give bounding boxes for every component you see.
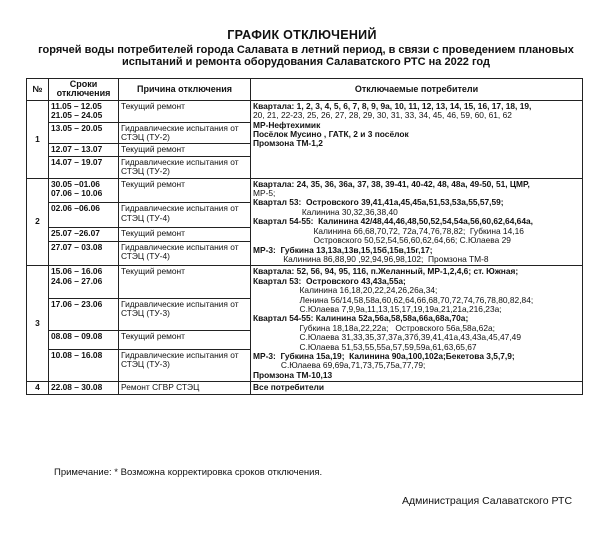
- period-dates: [49, 144, 119, 156]
- date-line: 10.08 – 16.08: [51, 349, 103, 360]
- period-dates: [49, 156, 119, 178]
- footnote: Примечание: * Возможна корректировка сроков отключения.: [54, 467, 323, 478]
- table-row: [27, 382, 583, 394]
- period-reason: Гидравлические испытания от СТЭЦ (ТУ-3): [119, 298, 251, 330]
- period-reason: Текущий ремонт: [119, 178, 251, 203]
- consumer-list: [251, 382, 583, 394]
- consumer-line: Квартал 54-55: Калинина 42/48,44,46,48,50,52,54,54а,56,60,62,64,64а,: [253, 216, 533, 227]
- period-dates: [49, 100, 119, 122]
- date-line: 13.05 – 20.05: [51, 122, 103, 133]
- schedule-body: [27, 100, 583, 394]
- consumer-line: Квартал 54-55: Калинина 52а,56а,58,58а,66а,68а,70а;: [253, 313, 469, 324]
- consumer-list: [251, 178, 583, 266]
- period-reason: Гидравлические испытания от СТЭЦ (ТУ-4): [119, 203, 251, 228]
- consumer-line: С.Юлаева 51,53,55,55а,57,59,59а,61,63,65,67: [253, 341, 477, 352]
- consumer-line: Квартал 53: Островского 39,41,41а,45,45а,51,53,53а,55,57,59;: [253, 197, 504, 208]
- document-subtitle: горячей воды потребителей города Салавата в летний период, в связи с проведением плановых испытаний и ремонта оборудования Салаватского РТС на 2022 год: [38, 44, 574, 68]
- consumer-line: С.Юлаева 7,9,9а,11,13,15,17,19,19а,21,21а,216,23а;: [253, 303, 502, 314]
- consumer-line: Квартала: 52, 56, 94, 95, 116, п.Желанный, МР-1,2,4,6; ст. Южная;: [253, 266, 519, 277]
- period-dates: [49, 349, 119, 381]
- date-line: 27.07 – 03.08: [51, 241, 103, 252]
- date-line: 15.06 – 16.06: [51, 266, 103, 277]
- header-num: №: [27, 79, 49, 101]
- period-dates: [49, 382, 119, 394]
- row-number: 4: [27, 382, 49, 394]
- consumer-line: Калинина 86,88,90 ,92,94,96,98,102; Промзона ТМ-8: [253, 253, 489, 264]
- period-reason: Текущий ремонт: [119, 227, 251, 241]
- consumer-line: Посёлок Мусино , ГАТК, 2 и 3 посёлок: [253, 129, 409, 140]
- date-line: 11.05 – 12.05: [51, 100, 102, 111]
- header-dates: Сроки отключения: [49, 79, 119, 101]
- consumer-line: Квартала: 24, 35, 36, 36а, 37, 38, 39-41, 40-42, 48, 48а, 49-50, 51, ЦМР,: [253, 178, 530, 189]
- consumer-line: МР-5;: [253, 188, 276, 199]
- period-dates: [49, 178, 119, 203]
- consumer-list: [251, 100, 583, 178]
- period-reason: Текущий ремонт: [119, 100, 251, 122]
- period-reason: Текущий ремонт: [119, 331, 251, 349]
- date-line: 12.07 – 13.07: [51, 144, 103, 155]
- document-title: ГРАФИК ОТКЛЮЧЕНИЙ: [227, 28, 377, 42]
- date-line: 02.06 –06.06: [51, 203, 100, 214]
- consumer-line: Квартала: 1, 2, 3, 4, 5, 6, 7, 8, 9, 9а, 10, 11, 12, 13, 14, 15, 16, 17, 18, 19,: [253, 100, 532, 111]
- consumer-line: Ленина 56/14,58,58а,60,62,64,66,68,70,72,74,76,78,80,82,84;: [253, 294, 534, 305]
- consumer-line: Все потребители: [253, 382, 324, 393]
- consumer-line: Промзона ТМ-1,2: [253, 138, 323, 149]
- date-line: 30.05 –01.06: [51, 178, 100, 189]
- period-reason: Гидравлические испытания от СТЭЦ (ТУ-3): [119, 349, 251, 381]
- signature: Администрация Салаватского РТС: [402, 495, 573, 507]
- period-reason: Текущий ремонт: [119, 266, 251, 298]
- period-reason: Гидравлические испытания от СТЭЦ (ТУ-2): [119, 122, 251, 144]
- period-reason: Ремонт СГВР СТЭЦ: [119, 382, 251, 394]
- row-number: 3: [27, 266, 49, 382]
- header-consumers: Отключаемые потребители: [251, 79, 583, 101]
- period-reason: Гидравлические испытания от СТЭЦ (ТУ-4): [119, 241, 251, 266]
- consumer-line: МР-3: Губкина 15а,19; Калинина 90а,100,102а;Бекетова 3,5,7,9;: [253, 350, 515, 361]
- table-row: [27, 178, 583, 203]
- row-number: 1: [27, 100, 49, 178]
- date-line: 08.08 – 09.08: [51, 331, 103, 342]
- schedule-table: [26, 78, 583, 395]
- date-line: 21.05 – 24.05: [51, 110, 103, 121]
- row-number: 2: [27, 178, 49, 266]
- consumer-line: 20, 21, 22-23, 25, 26, 27, 28, 29, 30, 31, 33, 34, 45, 46, 59, 60, 61, 62: [253, 110, 512, 121]
- date-line: 14.07 – 19.07: [51, 156, 103, 167]
- consumer-line: Промзона ТМ-10,13: [253, 369, 333, 380]
- consumer-line: Островского 50,52,54,56,60,62,64,66; С.Юлаева 29: [253, 235, 511, 246]
- consumer-list: [251, 266, 583, 382]
- period-dates: [49, 241, 119, 266]
- period-dates: [49, 266, 119, 298]
- date-line: 25.07 –26.07: [51, 227, 100, 238]
- consumer-line: Квартал 53: Островского 43,43а,55а;: [253, 275, 406, 286]
- consumer-line: МР-Нефтехимик: [253, 119, 321, 130]
- consumer-line: Калинина 16,18,20,22,24,26,26а,34;: [253, 285, 438, 296]
- period-dates: [49, 227, 119, 241]
- consumer-line: Губкина 18,18а,22,22а; Островского 56а,58а,62а;: [253, 322, 495, 333]
- header-reason: Причина отключения: [119, 79, 251, 101]
- table-row: [27, 100, 583, 122]
- period-dates: [49, 331, 119, 349]
- consumer-line: С.Юлаева 69,69а,71,73,75,75а,77,79;: [253, 360, 426, 371]
- period-dates: [49, 203, 119, 228]
- consumer-line: Калинина 66,68,70,72, 72а,74,76,78,82; Губкина 14,16: [253, 225, 524, 236]
- date-line: 24.06 – 27.06: [51, 275, 103, 286]
- consumer-line: Калинина 30,32,36,38,40: [253, 206, 398, 217]
- table-row: [27, 266, 583, 298]
- period-reason: Гидравлические испытания от СТЭЦ (ТУ-2): [119, 156, 251, 178]
- date-line: 17.06 – 23.06: [51, 298, 103, 309]
- date-line: 22.08 – 30.08: [51, 382, 103, 393]
- period-dates: [49, 298, 119, 330]
- consumer-line: С.Юлаева 31,33,35,37,37а,37б,39,41,41а,43,43а,45,47,49: [253, 332, 521, 343]
- period-dates: [49, 122, 119, 144]
- date-line: 07.06 – 10.06: [51, 188, 103, 199]
- period-reason: Текущий ремонт: [119, 144, 251, 156]
- table-header-row: [27, 79, 583, 101]
- consumer-line: МР-3: Губкина 13,13а,13в,15,15б,15в,15г,17;: [253, 244, 433, 255]
